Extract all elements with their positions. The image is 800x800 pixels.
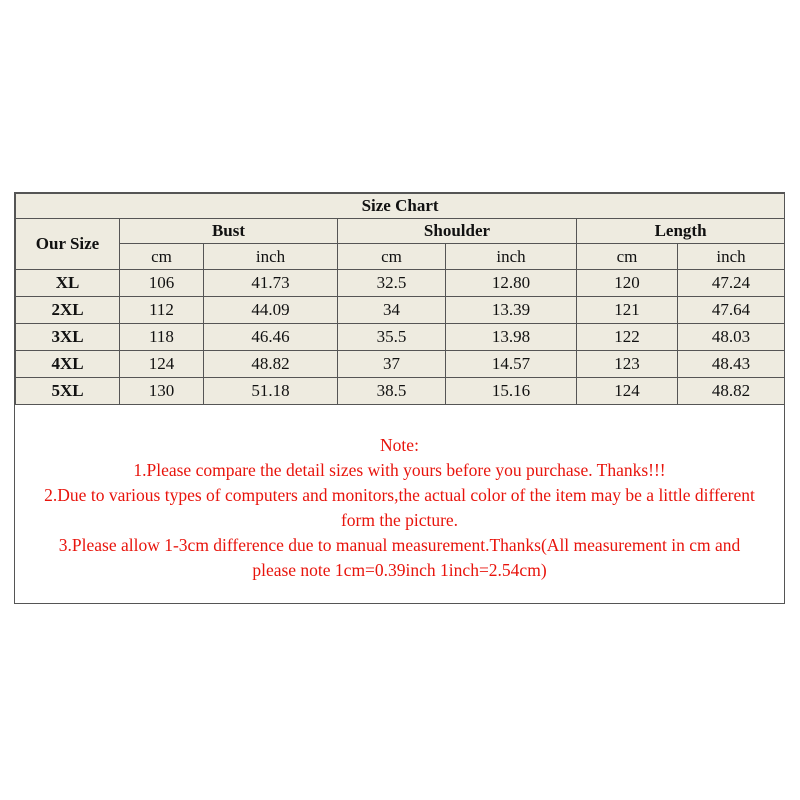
table-cell: 13.39 [446, 297, 577, 324]
size-column-header: Our Size [16, 219, 120, 270]
unit-header-inch: inch [678, 244, 785, 270]
table-cell: 121 [577, 297, 678, 324]
size-label: 4XL [16, 351, 120, 378]
table-row [16, 324, 785, 351]
group-header-length: Length [577, 219, 785, 244]
table-cell: 51.18 [204, 378, 338, 405]
table-row [16, 378, 785, 405]
note-line-2: 2.Due to various types of computers and monitors,the actual color of the item may be a little different form the picture. [44, 485, 755, 530]
size-label: 5XL [16, 378, 120, 405]
note-line-3: 3.Please allow 1-3cm difference due to manual measurement.Thanks(All measurement in cm and please note 1cm=0.39inch 1inch=2.54cm) [58, 535, 741, 580]
table-cell: 46.46 [204, 324, 338, 351]
table-cell: 124 [120, 351, 204, 378]
table-cell: 48.82 [204, 351, 338, 378]
table-cell: 37 [338, 351, 446, 378]
table-cell: 34 [338, 297, 446, 324]
unit-header-cm: cm [577, 244, 678, 270]
table-cell: 120 [577, 270, 678, 297]
table-cell: 118 [120, 324, 204, 351]
group-header-shoulder: Shoulder [338, 219, 577, 244]
notes-section [15, 433, 784, 583]
table-cell: 106 [120, 270, 204, 297]
table-cell: 41.73 [204, 270, 338, 297]
table-cell: 32.5 [338, 270, 446, 297]
unit-header-cm: cm [120, 244, 204, 270]
table-cell: 48.43 [678, 351, 785, 378]
table-cell: 47.64 [678, 297, 785, 324]
unit-header-inch: inch [446, 244, 577, 270]
size-label: XL [16, 270, 120, 297]
size-chart-panel [14, 192, 785, 604]
table-cell: 47.24 [678, 270, 785, 297]
table-cell: 112 [120, 297, 204, 324]
unit-header-cm: cm [338, 244, 446, 270]
table-cell: 15.16 [446, 378, 577, 405]
table-cell: 123 [577, 351, 678, 378]
unit-header-inch: inch [204, 244, 338, 270]
table-cell: 14.57 [446, 351, 577, 378]
notes-heading: Note: [380, 435, 419, 455]
table-cell: 124 [577, 378, 678, 405]
table-row [16, 297, 785, 324]
table-cell: 12.80 [446, 270, 577, 297]
group-header-bust: Bust [120, 219, 338, 244]
size-label: 2XL [16, 297, 120, 324]
table-cell: 13.98 [446, 324, 577, 351]
table-cell: 48.82 [678, 378, 785, 405]
table-cell: 130 [120, 378, 204, 405]
table-cell: 35.5 [338, 324, 446, 351]
note-line-1: 1.Please compare the detail sizes with yours before you purchase. Thanks!!! [133, 460, 666, 480]
table-title: Size Chart [16, 194, 785, 219]
table-row [16, 270, 785, 297]
table-row [16, 351, 785, 378]
table-cell: 44.09 [204, 297, 338, 324]
table-cell: 38.5 [338, 378, 446, 405]
size-chart-table [15, 193, 785, 405]
table-cell: 48.03 [678, 324, 785, 351]
table-cell: 122 [577, 324, 678, 351]
size-label: 3XL [16, 324, 120, 351]
